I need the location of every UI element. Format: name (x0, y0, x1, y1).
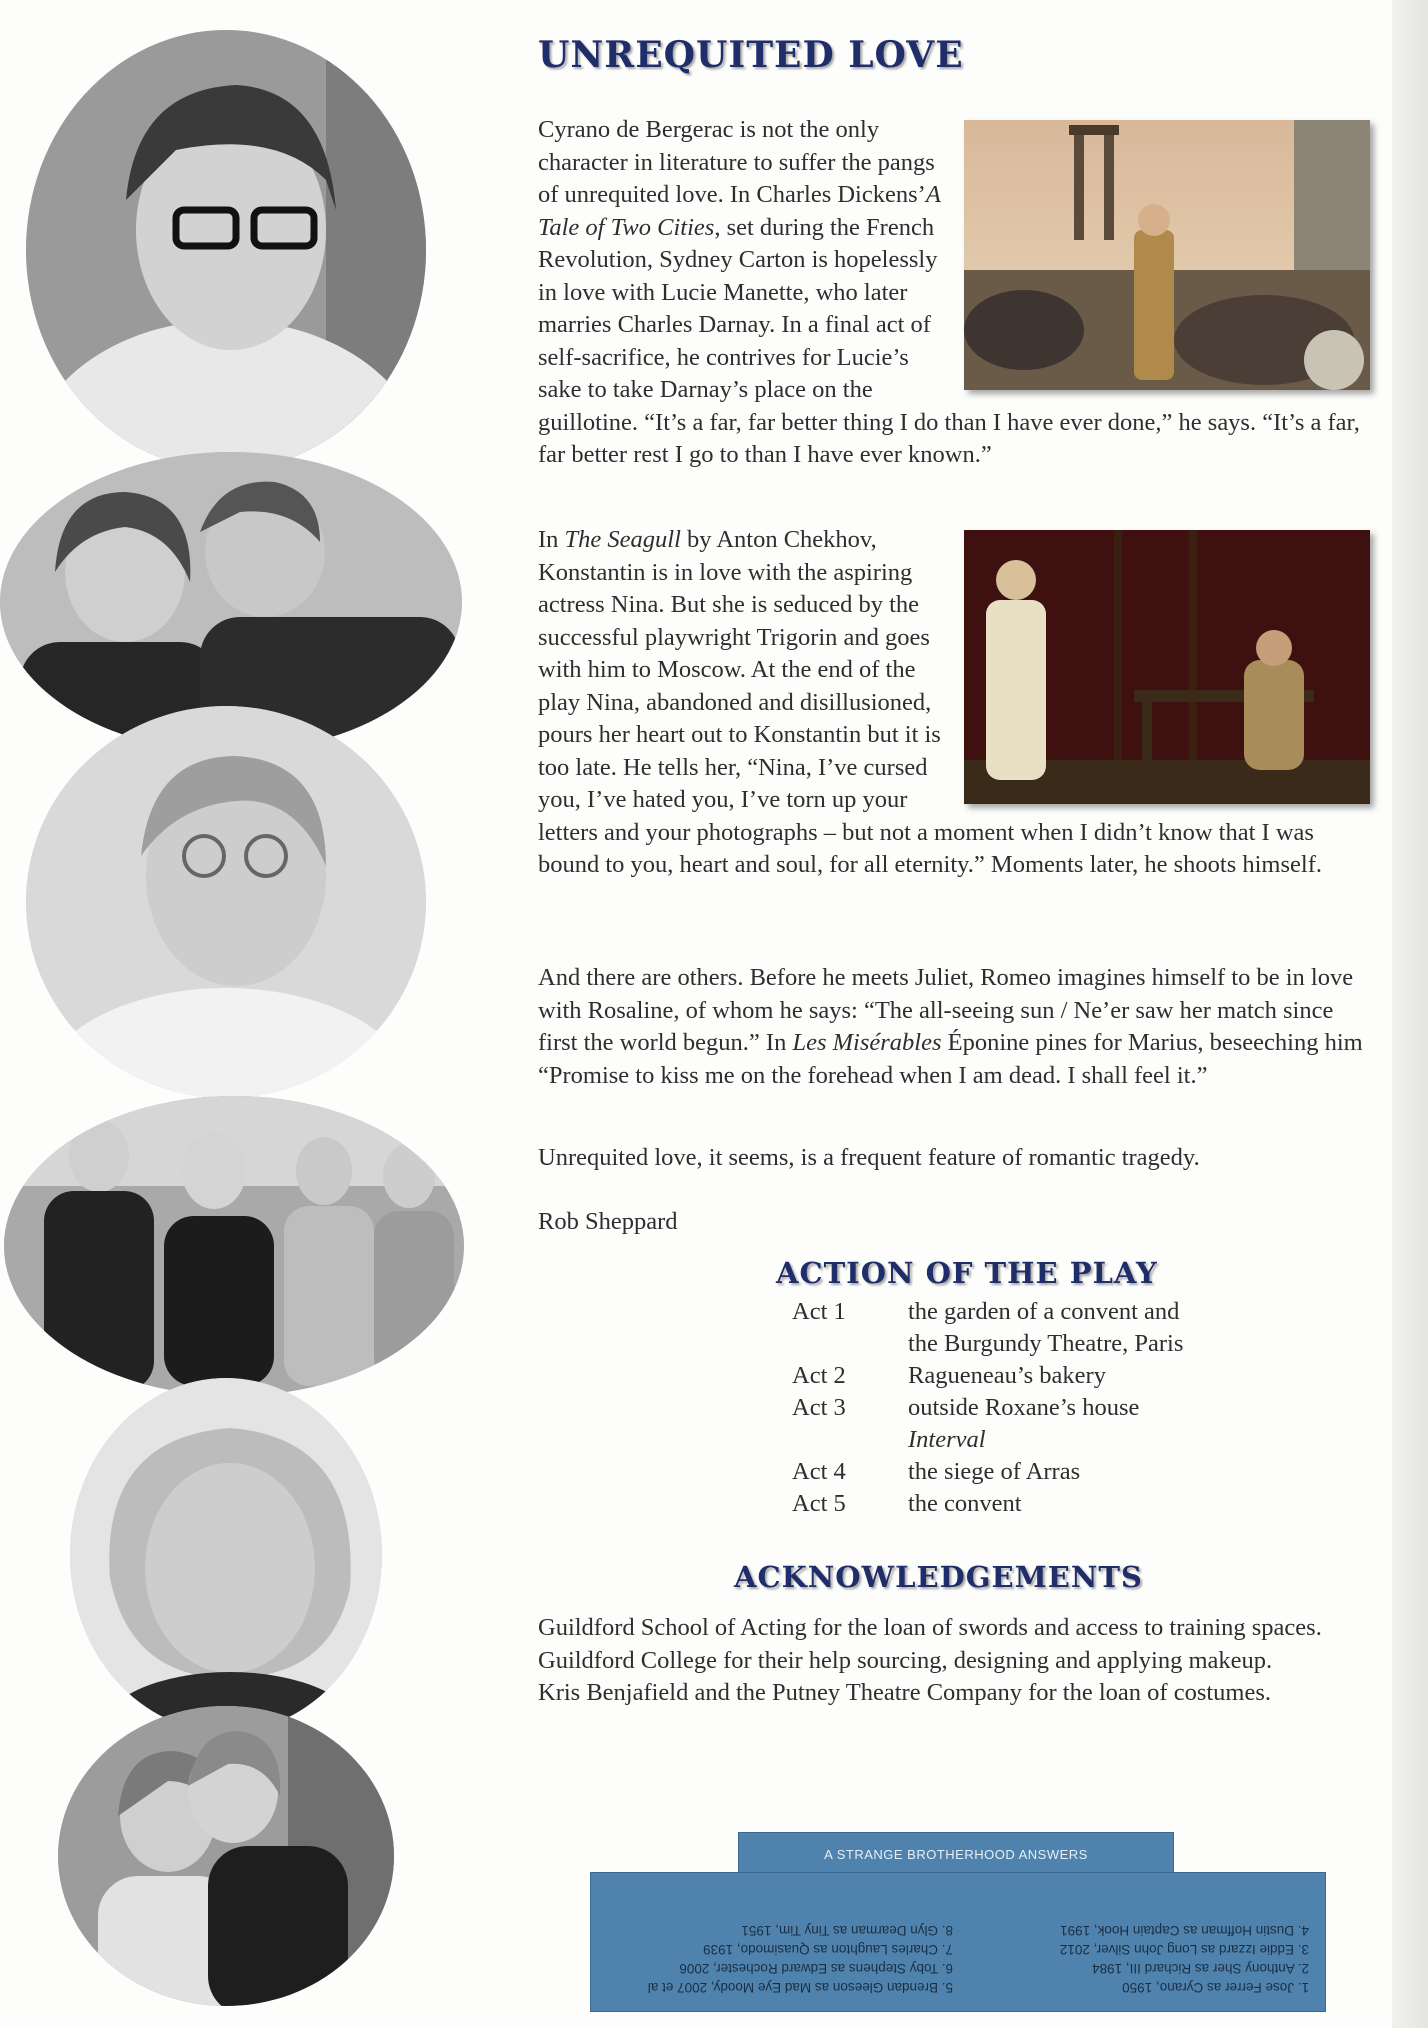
cast-photo-4 (4, 1096, 464, 1396)
photo-seagull-scene (964, 530, 1370, 804)
act-number: Act 2 (792, 1362, 846, 1389)
answers-column-right (648, 1921, 953, 1997)
cast-photo-6 (58, 1706, 394, 2006)
act-setting: the garden of a convent and (908, 1298, 1180, 1325)
cast-photo-1 (26, 30, 426, 470)
italic-title-run: Les Misérables (792, 1029, 942, 1056)
text-run: Unrequited love, it seems, is a frequent feature of romantic tragedy. (538, 1144, 1200, 1171)
paragraph-tale-of-two-cities (538, 114, 1370, 472)
text-run: Éponine pines for Marius, beseeching him “Promise to kiss me on the forehead when I am dead. I shall feel it.” (538, 1029, 1363, 1089)
act-number (792, 1328, 908, 1360)
answers-panel (590, 1832, 1324, 2010)
paragraph-others (538, 962, 1370, 1092)
italic-title-run: The Seagull (564, 526, 681, 553)
act-setting: Ragueneau’s bakery (908, 1362, 1106, 1389)
answers-box (590, 1872, 1326, 2012)
answer-item: 4. Dustin Hoffman as Captain Hook, 1991 (1060, 1923, 1309, 1938)
answers-upside-down (591, 1873, 1325, 2011)
action-row (792, 1296, 1183, 1328)
italic-title-run: A Tale of Two Cities (538, 181, 941, 241)
cast-photo-3 (26, 706, 426, 1098)
answer-item: 5. Brendan Gleeson as Mad Eye Moody, 2007 et al (647, 1980, 953, 1995)
answers-column-left (1060, 1921, 1309, 1997)
paragraph-4-text (538, 1142, 1370, 1175)
answers-title: A STRANGE BROTHERHOOD ANSWERS (738, 1832, 1174, 1873)
answer-item: 6. Toby Stephens as Edward Rochester, 2006 (679, 1961, 953, 1976)
action-row (792, 1456, 1183, 1488)
act-number (792, 1424, 908, 1456)
paragraph-seagull (538, 524, 1370, 882)
text-run: Guildford College for their help sourcing, designing and applying makeup. (538, 1646, 1273, 1674)
text-run: Kris Benjafield and the Putney Theatre Company for the loan of costumes. (538, 1679, 1272, 1706)
paragraph-3-text (538, 962, 1370, 1092)
act-setting: Interval (908, 1426, 986, 1453)
author-name (538, 1206, 1370, 1239)
action-row (792, 1328, 1183, 1360)
act-setting: outside Roxane’s house (908, 1394, 1140, 1421)
acknowledgements-text (538, 1612, 1338, 1710)
action-row (792, 1360, 1183, 1392)
acknowledgements-heading: ACKNOWLEDGEMENTS (734, 1560, 1143, 1594)
act-setting: the siege of Arras (908, 1458, 1081, 1485)
text-run: by Anton Chekhov, Konstantin is in love with the aspiring actress Nina. But she is seduced by the successful playwright Trigorin and goes with him to Moscow. At the end of the play Nina, abandoned and disillusioned, pours her heart out to Konstantin but it is too late. He tells her, “Nina, I’ve cursed you, I’ve hated you, I’ve torn up your letters and your photographs – but not a moment when I didn’t know that I was bound to you, heart and soul, for all eternity.” Moments later, he shoots himself. (538, 526, 1322, 878)
answer-item: 2. Anthony Sher as Richard III, 1984 (1092, 1961, 1309, 1976)
answer-item: 3. Eddie Izzard as Long John Silver, 2012 (1059, 1942, 1309, 1957)
text-run: Cyrano de Bergerac is not the only character in literature to suffer the pangs of unrequited love. In Charles Dickens’ (538, 116, 935, 208)
cast-photo-5 (70, 1378, 382, 1732)
action-row (792, 1392, 1183, 1424)
page-title: UNREQUITED LOVE (538, 34, 964, 76)
action-heading: ACTION OF THE PLAY (776, 1256, 1158, 1290)
act-setting: the convent (908, 1490, 1022, 1517)
paragraph-conclusion (538, 1142, 1370, 1175)
text-run: Rob Sheppard (538, 1208, 678, 1235)
act-number: Act 5 (792, 1490, 846, 1517)
author-line (538, 1206, 1370, 1239)
acknowledgements-text-block (538, 1612, 1338, 1710)
text-run: In (538, 526, 565, 553)
text-run: And there are others. Before he meets Juliet, Romeo imagines himself to be in love with Rosaline, of whom he says: “The all-seeing sun / Ne’er saw her match since first the world begun.” In (538, 964, 1354, 1056)
action-row (792, 1488, 1183, 1520)
act-number: Act 1 (792, 1298, 846, 1325)
act-setting: the Burgundy Theatre, Paris (908, 1330, 1184, 1357)
answer-item: 1. Jose Ferrer as Cyrano, 1950 (1122, 1980, 1309, 1995)
act-number: Act 3 (792, 1394, 846, 1421)
answer-item: 8. Glyn Dearman as Tiny Tim, 1951 (741, 1923, 953, 1938)
text-run: Guildford School of Acting for the loan of swords and access to training spaces. (538, 1614, 1322, 1641)
act-number: Act 4 (792, 1458, 846, 1485)
action-row (792, 1424, 1183, 1456)
text-run: , set during the French Revolution, Sydney Carton is hopelessly in love with Lucie Manette, who later marries Charles Darnay. In a final act of self-sacrifice, he contrives for Lucie’s sake to take Darnay’s place on the guillotine. “It’s a far, far better thing I do than I have ever done,” he says. “It’s a far, far better rest I go to than I have ever known.” (538, 213, 1360, 468)
answer-item: 7. Charles Laughton as Quasimodo, 1939 (703, 1942, 953, 1957)
page-edge (1392, 0, 1428, 2028)
action-table (792, 1296, 1183, 1520)
illustration-guillotine (964, 120, 1370, 390)
